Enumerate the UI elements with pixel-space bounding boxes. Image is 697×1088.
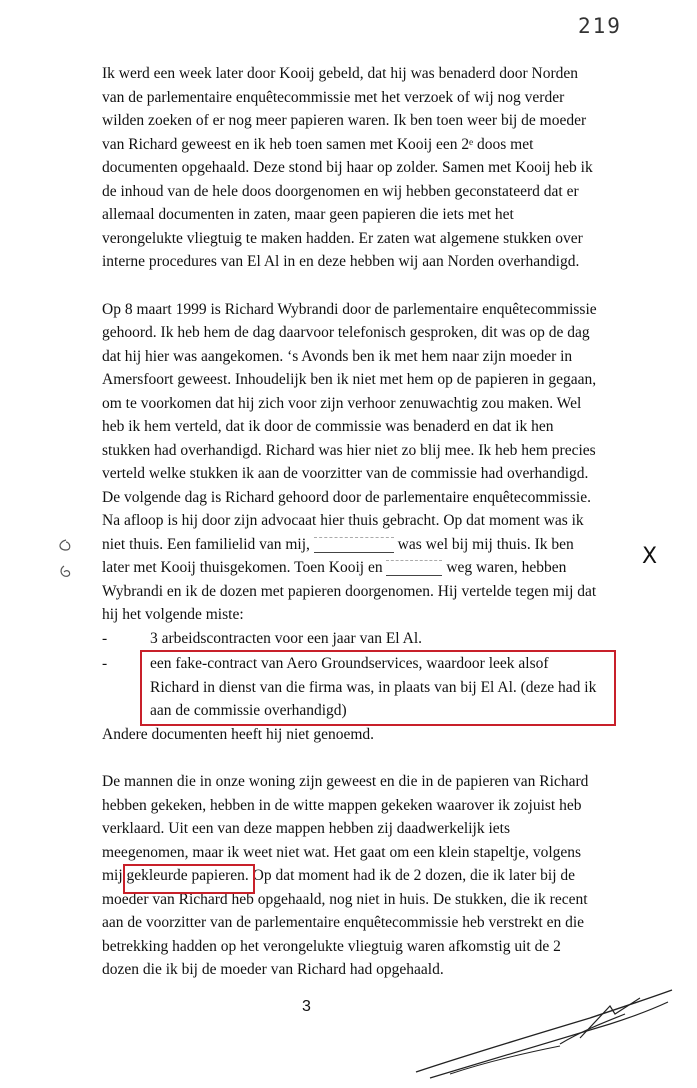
text-line: betrekking hadden op het verongelukte vliegtuig waren afkomstig uit de 2 [102, 937, 561, 955]
text-line: heb ik hem verteld, dat ik door de commissie was benaderd en dat ik hen [102, 418, 554, 435]
list-dash: - [102, 629, 108, 647]
highlight-box-contract [140, 650, 616, 726]
text-line: meegenomen, maar ik weet niet wat. Het gaat om een klein stapeltje, volgens [102, 843, 582, 861]
list-item [102, 627, 614, 651]
text-line: dat hij hier was aangekomen. ‘s Avonds ben ik met hem naar zijn moeder in [102, 347, 573, 365]
text-line: moeder van Richard heb opgehaald, nog niet in huis. De stukken, die ik recent [102, 890, 588, 908]
text-fragment: later met Kooij thuisgekomen. Toen Kooij en [102, 559, 383, 576]
highlighted-phrase: gekleurde papieren. [126, 867, 249, 884]
redacted-name [386, 560, 442, 576]
page-number-top: 219 [578, 14, 622, 38]
text-line: gehoord. Ik heb hem de dag daarvoor telefonisch gesproken, dit was op de dag [102, 324, 590, 341]
text-line: dozen die ik bij de moeder van Richard had opgehaald. [102, 961, 444, 978]
document-body [102, 62, 614, 982]
text-line-with-redaction [102, 533, 614, 557]
list-dash: - [102, 655, 108, 672]
text-line: interne procedures van El Al in en deze hebben wij aan Norden overhandigd. [102, 253, 580, 270]
text-line: Wybrandi en ik de dozen met papieren doorgenomen. Hij vertelde tegen mij dat [102, 582, 597, 600]
list-item-text: 3 arbeidscontracten voor een jaar van El Al. [150, 629, 422, 647]
text-line: De volgende dag is Richard gehoord door de parlementaire enquêtecommissie. [102, 488, 591, 506]
text-line: de inhoud van de hele doos doorgenomen en wij hebben geconstateerd dat er [102, 182, 579, 200]
text-line: hebben gekeken, hebben in de witte mappen gekeken waarover ik zojuist heb [102, 796, 582, 814]
paragraph-2 [102, 298, 614, 627]
margin-x-mark: X [642, 544, 658, 569]
text-line: allemaal documenten in zaten, maar geen papieren die iets met het [102, 206, 514, 223]
text-line: wilden zoeken of er nog meer papieren waren. Ik ben toen weer bij de moeder [102, 112, 587, 129]
redacted-name [314, 537, 394, 553]
text-fragment: Op dat moment had ik de 2 dozen, die ik later bij de [248, 867, 576, 884]
text-fragment: weg waren, hebben [446, 559, 567, 576]
text-fragment: mij [102, 867, 123, 884]
text-line: aan de voorzitter van de parlementaire enquêtecommissie heb verstrekt en die [102, 914, 585, 931]
text-line: van de parlementaire enquêtecommissie met het verzoek of wij nog verder [102, 88, 565, 106]
text-line: van Richard geweest en ik heb toen samen met Kooij een 2ᵉ doos met [102, 135, 534, 153]
text-line-with-redaction [102, 556, 614, 580]
highlight-box-colored-papers [123, 864, 255, 894]
text-fragment: was wel bij mij thuis. Ik ben [397, 535, 574, 553]
text-line: Andere documenten heeft hij niet genoemd. [102, 725, 375, 743]
text-line: documenten opgehaald. Deze stond bij haar op zolder. Samen met Kooij heb ik [102, 159, 593, 176]
text-line: stukken had overhandigd. Richard was hier niet zo blij mee. Ik heb hem precies [102, 441, 596, 459]
list-item-text: Richard in dienst van die firma was, in plaats van bij El Al. (deze had ik [150, 678, 597, 696]
text-line: om te voorkomen dat hij zich voor zijn verhoor zenuwachtig zou maken. Wel [102, 394, 582, 412]
list-item-text: een fake-contract van Aero Groundservices, waardoor leek alsof [150, 655, 549, 672]
text-line: verteld welke stukken ik aan de voorzitter van de commissie had overhandigd. [102, 465, 589, 482]
text-line: verongelukte vliegtuig te maken hadden. Er zaten wat algemene stukken over [102, 229, 583, 247]
text-line: Na afloop is hij door zijn advocaat hier thuis gebracht. Op dat moment was ik [102, 512, 584, 529]
page-number-bottom: 3 [302, 998, 311, 1015]
text-line: De mannen die in onze woning zijn geweest en die in de papieren van Richard [102, 773, 589, 790]
paragraph-1 [102, 62, 614, 274]
text-fragment: niet thuis. Een familielid van mij, [102, 535, 310, 553]
text-line: verklaard. Uit een van deze mappen hebben zij daadwerkelijk iets [102, 820, 510, 837]
list-item-text: aan de commissie overhandigd) [150, 702, 347, 719]
text-line: Op 8 maart 1999 is Richard Wybrandi door de parlementaire enquêtecommissie [102, 300, 597, 318]
margin-scribble-icon [54, 536, 78, 586]
text-line: hij het volgende miste: [102, 606, 244, 623]
signature-icon [410, 984, 680, 1084]
text-line: Amersfoort geweest. Inhoudelijk ben ik niet met hem op de papieren in gegaan, [102, 371, 597, 388]
text-line: Ik werd een week later door Kooij gebeld, dat hij was benaderd door Norden [102, 65, 579, 82]
